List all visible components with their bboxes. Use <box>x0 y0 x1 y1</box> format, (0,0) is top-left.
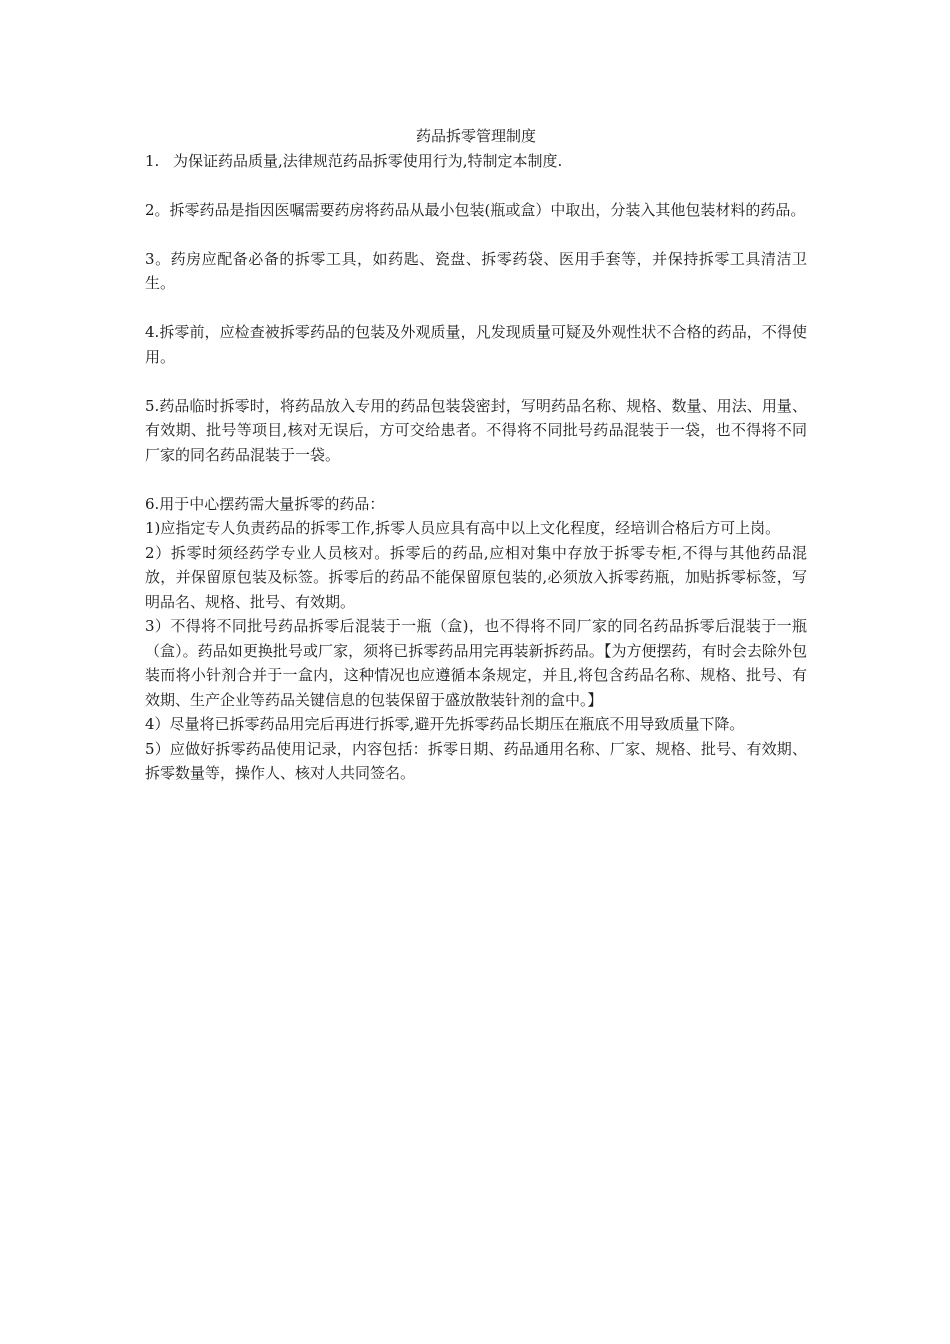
clause-6-subitem-1: 1)应指定专人负责药品的拆零工作,拆零人员应具有高中以上文化程度，经培训合格后方可上岗。 <box>145 519 781 537</box>
paragraph-spacer <box>145 369 807 394</box>
clause-1-text: 为保证药品质量,法律规范药品拆零使用行为,特制定本制度. <box>173 151 563 170</box>
clause-6-heading: 6.用于中心摆药需大量拆零的药品： <box>145 494 385 513</box>
paragraph-spacer <box>145 296 807 321</box>
document-title: 药品拆零管理制度 <box>415 127 536 145</box>
document-page <box>145 124 807 786</box>
clause-6-subitem-3: 3）不得将不同批号药品拆零后混装于一瓶（盒)，也不得将不同厂家的同名药品拆零后混装于一瓶（盒）。药品如更换批号或厂家，须将已拆零药品用完再装新拆药品。【为方便摆药，有时会去除外包装而将小针剂合并于一盒内，这种情况也应遵循本条规定，并且,将包含药品名称、规格、批号、有效期、生产企业等药品关键信息的包装保留于盛放散装针剂的盒中。】 <box>145 617 807 709</box>
clause-2: 2。拆零药品是指因医嘱需要药房将药品从最小包装(瓶或盒）中取出，分装入其他包装材料的药品。 <box>145 200 806 219</box>
clause-1 <box>145 149 807 174</box>
paragraph-spacer <box>145 222 807 247</box>
clause-6-subitem-4: 4）尽量将已拆零药品用完后再进行拆零,避开先拆零药品长期压在瓶底不用导致质量下降。 <box>145 715 745 733</box>
clause-5: 5.药品临时拆零时，将药品放入专用的药品包装袋密封，写明药品名称、规格、数量、用法、用量、有效期、批号等项目,核对无误后，方可交给患者。不得将不同批号药品混装于一袋，也不得将不同厂家的同名药品混装于一袋。 <box>145 396 807 464</box>
clause-6-subitem-5: 5）应做好拆零药品使用记录，内容包括：拆零日期、药品通用名称、厂家、规格、批号、有效期、拆零数量等，操作人、核对人共同签名。 <box>145 739 807 782</box>
clause-4: 4.拆零前，应检查被拆零药品的包装及外观质量，凡发现质量可疑及外观性状不合格的药品，不得使用。 <box>145 323 807 366</box>
clause-6-subitem-2: 2）拆零时须经药学专业人员核对。拆零后的药品,应相对集中存放于拆零专柜,不得与其他药品混放，并保留原包装及标签。拆零后的药品不能保留原包装的,必须放入拆零药瓶，加贴拆零标签，写明品名、规格、批号、有效期。 <box>145 543 807 611</box>
clause-1-number: 1. <box>145 151 160 170</box>
paragraph-spacer <box>145 467 807 492</box>
clause-3: 3。药房应配备必备的拆零工具，如药匙、瓷盘、拆零药袋、医用手套等，并保持拆零工具清洁卫生。 <box>145 249 807 292</box>
paragraph-spacer <box>145 173 807 198</box>
